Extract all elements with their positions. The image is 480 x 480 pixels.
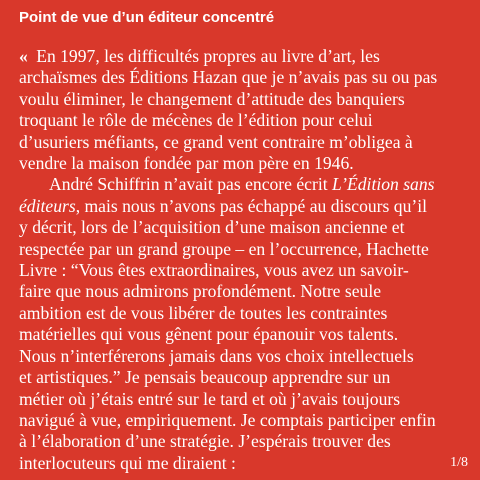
book-title-italic: L’Édition sans: [332, 174, 435, 195]
text-line-content: En 1997, les difficultés propres au livre d’art, les: [31, 46, 380, 66]
text-line: [19, 174, 469, 195]
text-line: y décrit, lors de l’acquisition d’une maison ancienne et: [19, 217, 405, 238]
text-line: Nous n’interférerons jamais dans vos choix intellectuels: [19, 345, 414, 366]
page-title: Point de vue d’un éditeur concentré: [19, 9, 275, 26]
text-line: vendre la maison fondée par mon père en 1946.: [19, 153, 354, 174]
text-line: troquant le rôle de mécènes de l’édition pour celui: [19, 110, 373, 131]
page-number: 1/8: [450, 455, 468, 470]
text-line: [19, 196, 469, 217]
text-line: archaïsmes des Éditions Hazan que je n’avais pas su ou pas: [19, 67, 438, 88]
text-line: d’usuriers méfiants, ce grand vent contraire m’obligea à: [19, 131, 413, 152]
opening-quote-mark: «: [19, 46, 28, 66]
text-line: [19, 46, 469, 67]
text-line-content: André Schiffrin n’avait pas encore écrit: [49, 174, 333, 195]
text-line: navigué à vue, empiriquement. Je comptais participer enfin: [19, 409, 436, 430]
text-line: interlocuteurs qui me diraient :: [19, 452, 236, 473]
book-title-italic: éditeurs: [19, 195, 76, 216]
text-line: ambition est de vous libérer de toutes les contraintes: [19, 302, 388, 323]
text-line: à l’élaboration d’une stratégie. J’espérais trouver des: [19, 431, 391, 452]
text-line: métier où j’étais entré sur le tard et où j’avais toujours: [19, 388, 401, 409]
text-line: matérielles qui vous gênent pour épanouir vos talents.: [19, 324, 399, 345]
quote-text: [19, 46, 469, 474]
text-line: et artistiques.” Je pensais beaucoup apprendre sur un: [19, 367, 391, 388]
text-line: Livre : “Vous êtes extraordinaires, vous avez un savoir-: [19, 260, 409, 281]
text-line: voulu éliminer, le changement d’attitude des banquiers: [19, 88, 405, 109]
text-line: respectée par un grand groupe – en l’occurrence, Hachette: [19, 238, 429, 259]
text-line-content: , mais nous n’avons pas échappé au discours qu’il: [75, 195, 427, 216]
text-line: faire que nous admirons profondément. Notre seule: [19, 281, 382, 302]
